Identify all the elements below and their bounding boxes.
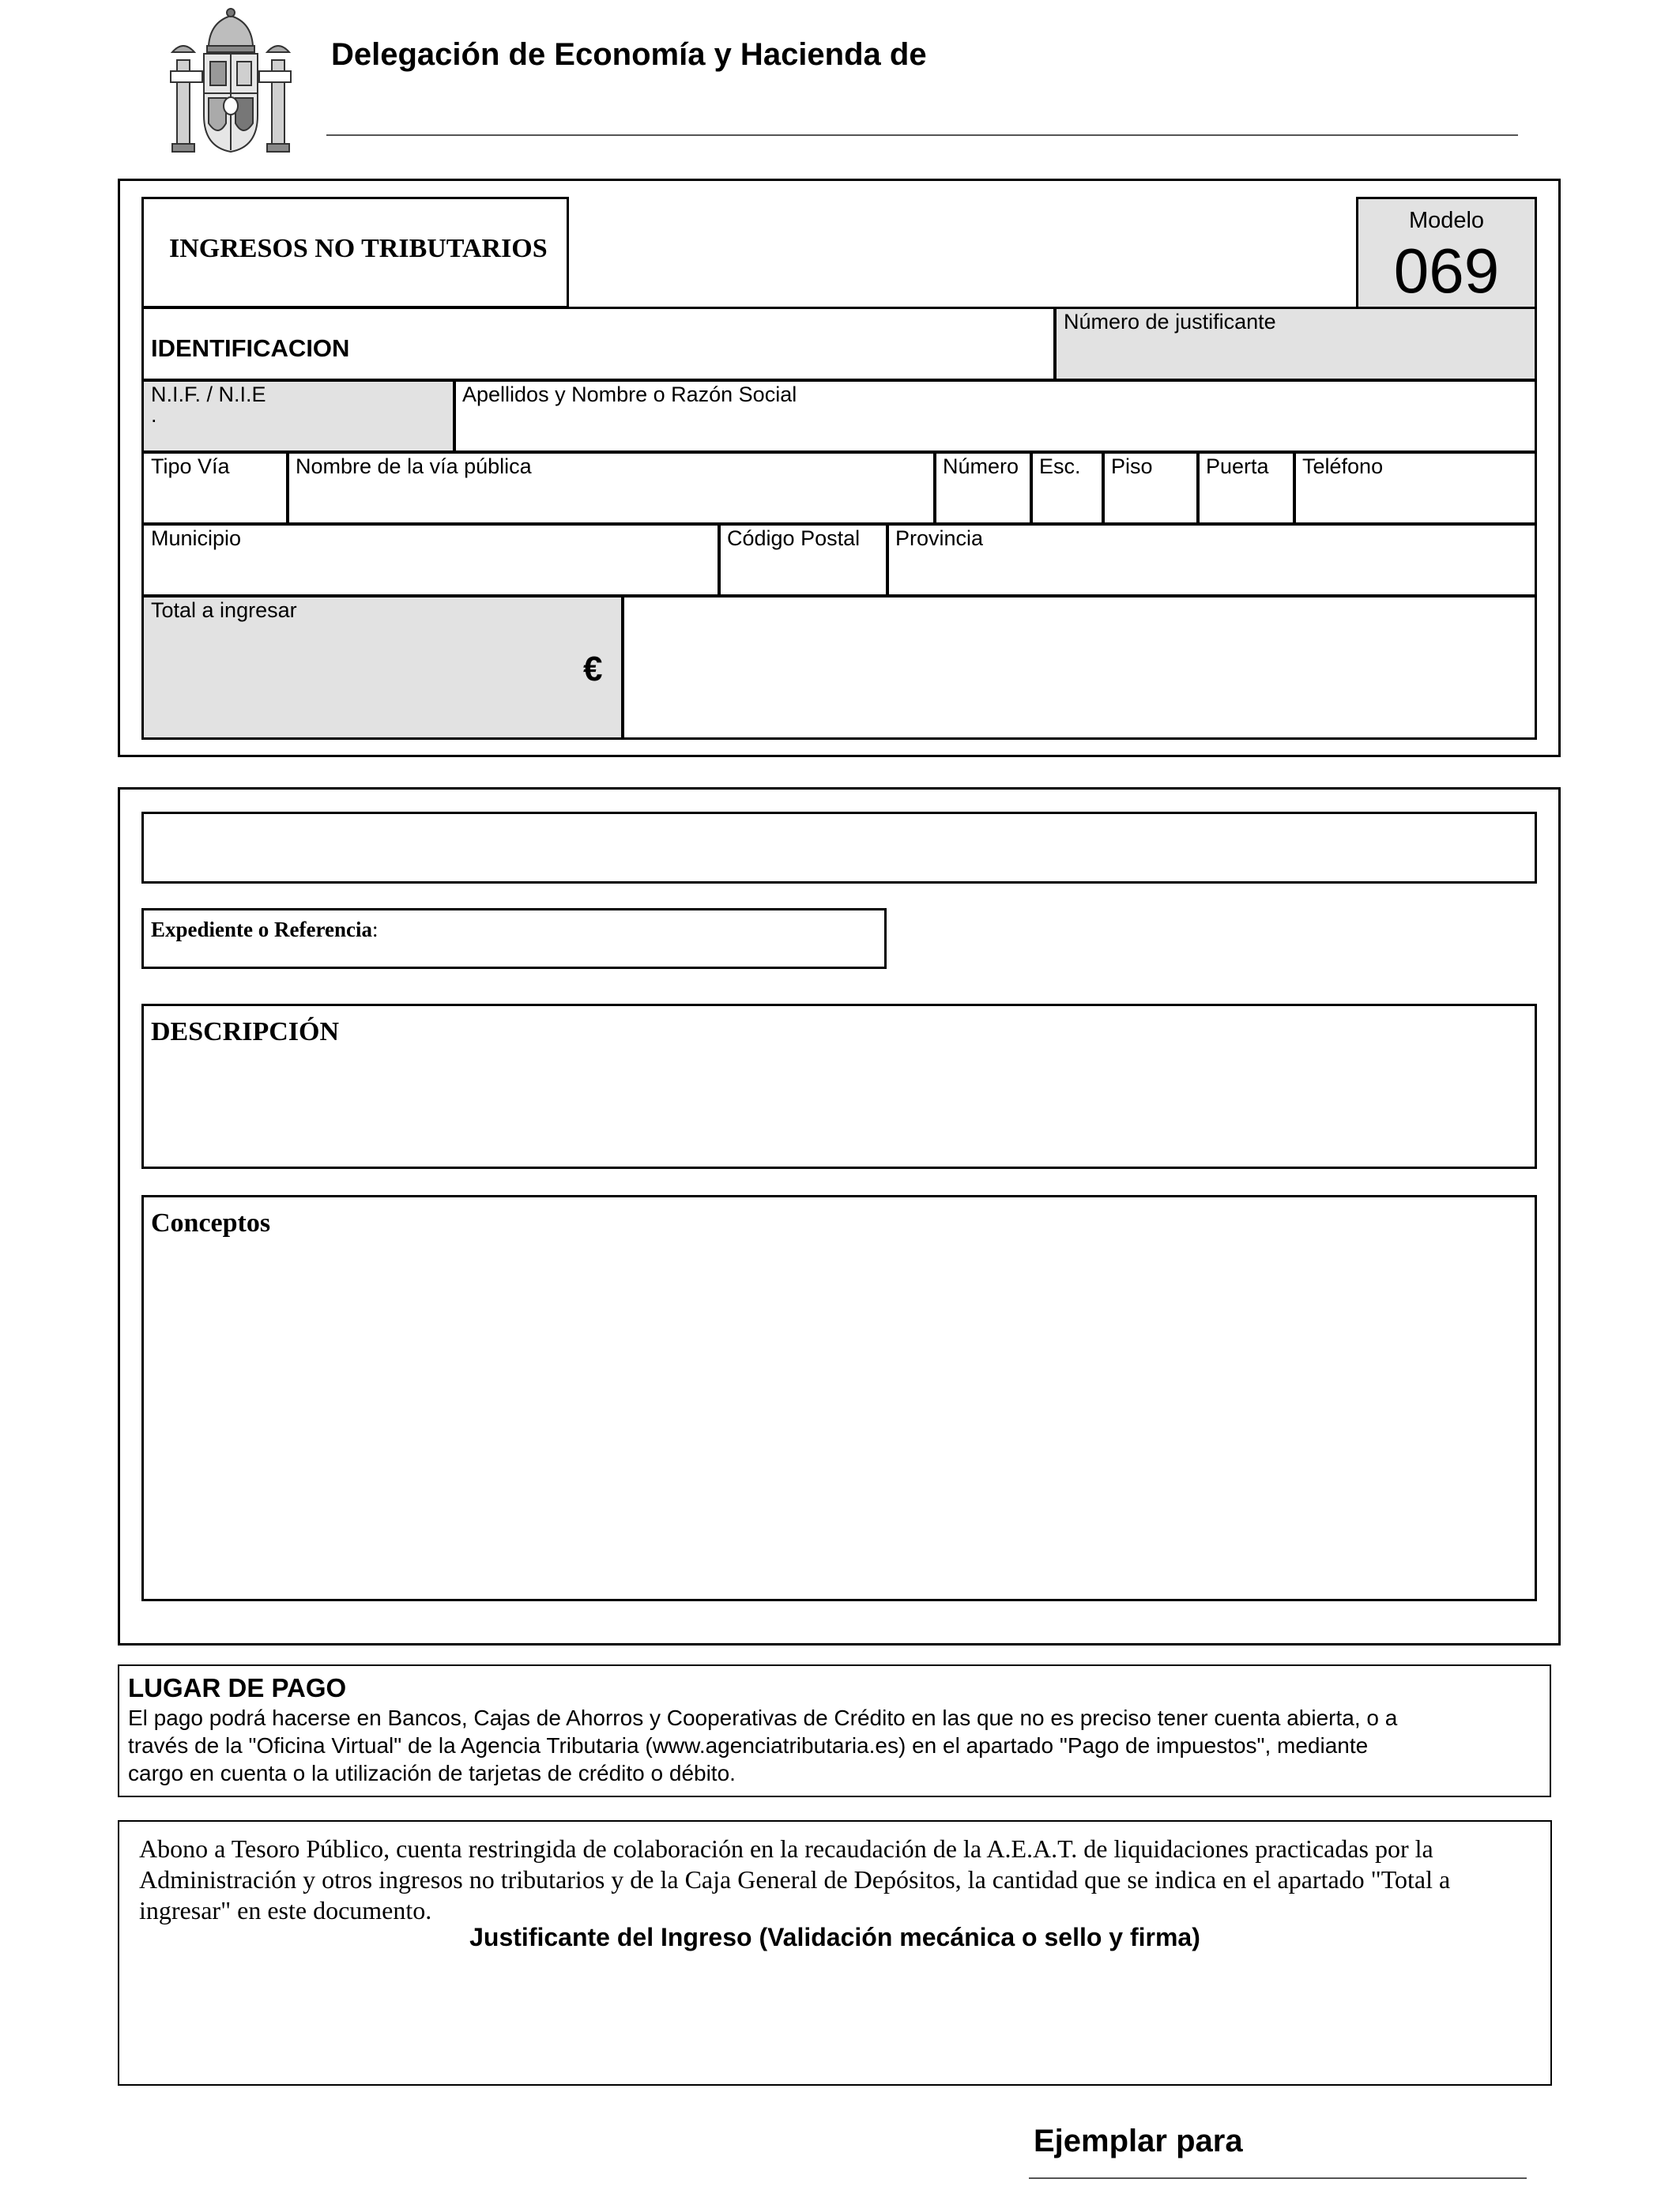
nif-label-dot: . <box>151 403 157 427</box>
form-type-title: INGRESOS NO TRIBUTARIOS <box>169 234 548 263</box>
telefono-label: Teléfono <box>1302 454 1384 478</box>
expediente-label <box>151 918 378 941</box>
codigo-postal-label: Código Postal <box>727 526 861 550</box>
provincia-label: Provincia <box>895 526 984 550</box>
header-title: Delegación de Economía y Hacienda de <box>331 37 927 72</box>
header-delegation-line[interactable] <box>326 134 1518 136</box>
lugar-pago-title: LUGAR DE PAGO <box>128 1673 347 1702</box>
tipo-via-label: Tipo Vía <box>151 454 230 478</box>
identificacion-heading: IDENTIFICACION <box>151 334 350 362</box>
descripcion-heading: DESCRIPCIÓN <box>151 1017 340 1046</box>
conceptos-field[interactable] <box>141 1195 1537 1601</box>
ejemplar-label: Ejemplar para <box>1034 2124 1243 2158</box>
descripcion-field[interactable] <box>141 1004 1537 1169</box>
expediente-label-colon: : <box>371 918 379 941</box>
apellidos-label: Apellidos y Nombre o Razón Social <box>462 383 797 406</box>
puerta-label: Puerta <box>1206 454 1269 478</box>
spain-coat-of-arms-icon <box>168 5 294 156</box>
numero-justificante-label: Número de justificante <box>1064 310 1276 334</box>
justificante-title: Justificante del Ingreso (Validación mecánica o sello y firma) <box>469 1923 1200 1951</box>
modelo-number: 069 <box>1393 236 1500 306</box>
total-label: Total a ingresar <box>151 598 297 622</box>
total-amount-field[interactable] <box>622 595 1537 740</box>
ejemplar-line[interactable] <box>1029 2177 1527 2179</box>
lugar-pago-line-2: través de la "Oficina Virtual" de la Agencia Tributaria (www.agenciatributaria.es) en el apartado "Pago de impuestos", mediante <box>128 1733 1369 1758</box>
euro-symbol: € <box>583 650 603 688</box>
conceptos-heading: Conceptos <box>151 1208 271 1238</box>
expediente-label-text: Expediente o Referencia <box>151 918 372 941</box>
nif-label: N.I.F. / N.I.E <box>151 383 266 406</box>
modelo-label: Modelo <box>1408 208 1485 233</box>
numero-label: Número <box>943 454 1019 478</box>
blank-field[interactable] <box>141 812 1537 884</box>
abono-line-1: Abono a Tesoro Público, cuenta restringida de colaboración en la recaudación de la A.E.A.T. de liquidaciones practicadas por la <box>139 1834 1433 1863</box>
esc-label: Esc. <box>1039 454 1081 478</box>
provincia-field[interactable] <box>887 523 1537 597</box>
abono-line-2: Administración y otros ingresos no tributarios y de la Caja General de Depósitos, la cantidad que se indica en el apartado "Total a <box>139 1865 1451 1894</box>
lugar-pago-line-3: cargo en cuenta o la utilización de tarjetas de crédito o débito. <box>128 1761 736 1785</box>
nombre-via-label: Nombre de la vía pública <box>296 454 532 478</box>
piso-label: Piso <box>1111 454 1153 478</box>
abono-line-3: ingresar" en este documento. <box>139 1896 432 1924</box>
lugar-pago-line-1: El pago podrá hacerse en Bancos, Cajas de Ahorros y Cooperativas de Crédito en las que no es preciso tener cuenta abierta, o a <box>128 1706 1398 1730</box>
municipio-label: Municipio <box>151 526 242 550</box>
